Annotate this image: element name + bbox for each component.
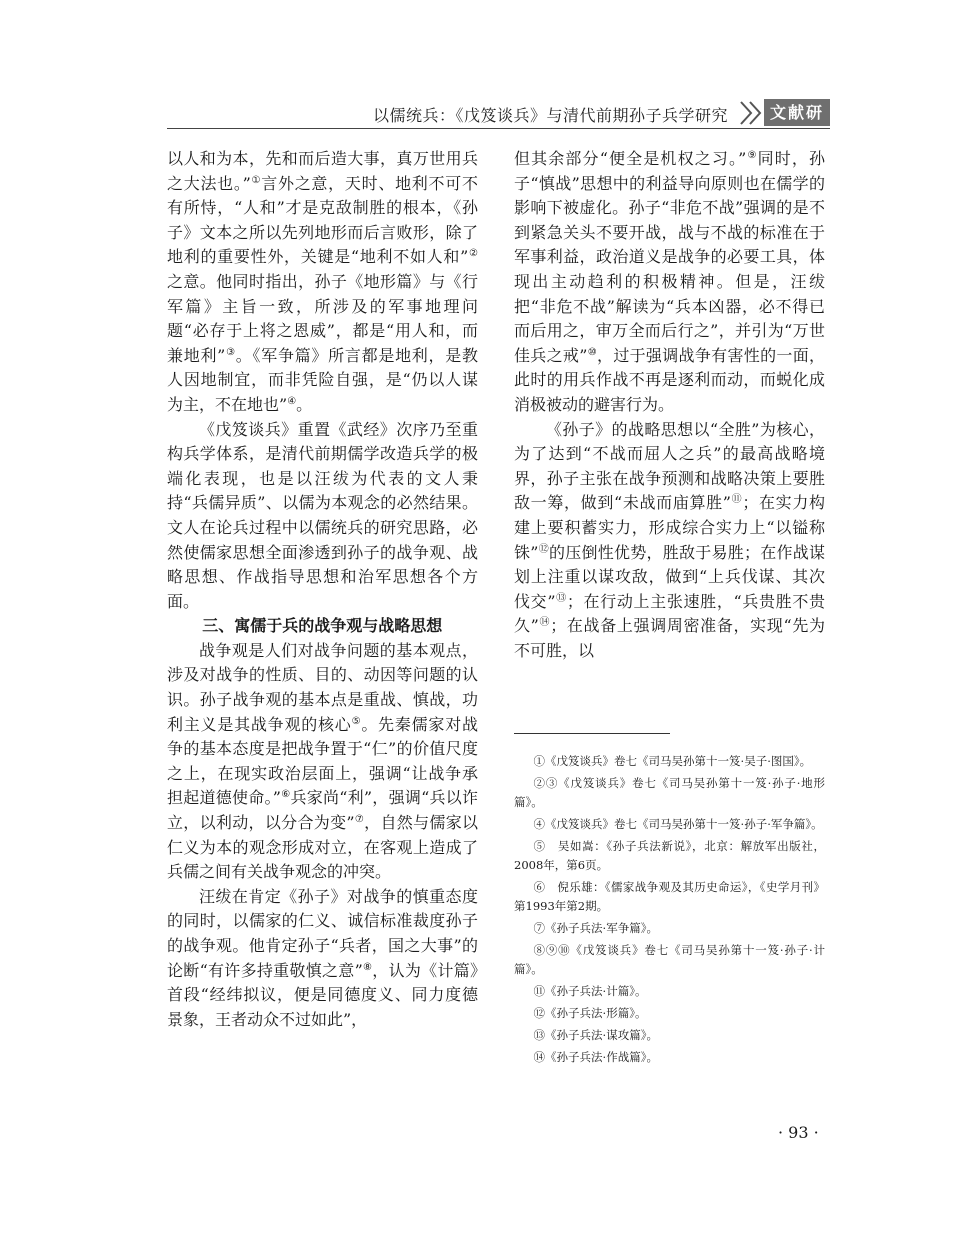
running-header <box>0 97 964 149</box>
footnote-ref[interactable]: ⑨ <box>746 150 758 161</box>
footnote-item: ⑪《孙子兵法·计篇》。 <box>533 984 647 998</box>
chevron-right-icon <box>737 100 765 126</box>
footnote-item: ⑦《孙子兵法·军争篇》。 <box>533 921 658 935</box>
footnote-ref[interactable]: ⑩ <box>587 346 598 358</box>
footnote-item: ⑬《孙子兵法·谋攻篇》。 <box>533 1028 658 1042</box>
footnote-item: ⑤ 吴如嵩：《孙子兵法新说》，北京：解放军出版社，2008年，第6页。 <box>514 839 825 872</box>
left-paragraph-3: 战争观是人们对战争问题的基本观点，涉及对战争的性质、目的、动因等问题的认识。孙子战争观的基本点是重战、慎战，功利主义是其战争观的核心⑤。先秦儒家对战争的基本态度是把战争置于“仁”的价值尺度之上，在现实政治层面上，强调“让战争承担起道德使命。”⑥兵家尚“利”，强调“兵以诈立，以利动，以分合为变”⑦，自然与儒家以仁义为本的观念形成对立，在客观上造成了兵儒之间有关战争观念的冲突。 <box>167 640 479 882</box>
footnote-item: ⑭《孙子兵法·作战篇》。 <box>533 1050 658 1064</box>
right-column <box>514 147 825 663</box>
footnote-item: ⑥ 倪乐雄：《儒家战争观及其历史命运》，《史学月刊》第1993年第2期。 <box>514 880 825 913</box>
header-divider <box>167 128 830 129</box>
footnote-ref[interactable]: ② <box>468 248 478 260</box>
left-paragraph-2: 《戊笈谈兵》重置《武经》次序乃至重构兵学体系，是清代前期儒学改造兵学的极端化表现，也是以汪绂为代表的文人秉持“兵儒异质”、以儒为本观念的必然结果。文人在论兵过程中以儒统兵的研究思路，必然使儒家思想全面渗透到孙子的战争观、战略思想、作战指导思想和治军思想各个方面。 <box>167 419 478 611</box>
footnote-ref[interactable]: ⑬ <box>555 592 567 604</box>
footnote-ref[interactable]: ⑦ <box>354 814 365 826</box>
running-header-title: 以儒统兵：《戊笈谈兵》与清代前期孙子兵学研究 <box>372 106 728 125</box>
footnote-ref[interactable]: ① <box>250 174 262 186</box>
section-badge: 文献研究 <box>764 99 830 126</box>
footnote-ref[interactable]: ⑥ <box>280 789 291 801</box>
left-paragraph-1: 以人和为本，先和而后造大事，真万世用兵之大法也。”①言外之意，天时、地利不可不有所恃，“人和”才是克敌制胜的根本，《孙子》文本之所以先列地形而后言败形，除了地利的重要性外，关键是“地利不如人和”②之意。他同时指出，孙子《地形篇》与《行军篇》主旨一致，所涉及的军事地理问题“必存于上将之恩威”，都是“用人和，而兼地利”③。《军争篇》所言都是地利，是教人因地制宜，而非凭险自强，是“仍以人谋为主，不在地也”④。 <box>167 149 478 414</box>
footnote-ref[interactable]: ⑤ <box>351 715 362 727</box>
footnote-item: ⑫《孙子兵法·形篇》。 <box>533 1006 647 1020</box>
left-paragraph-4: 汪绂在肯定《孙子》对战争的慎重态度的同时，以儒家的仁义、诚信标准裁度孙子的战争观。他肯定孙子“兵者，国之大事”的论断“有许多持重敬慎之意”⑧，认为《计篇》首段“经纬拟议，便是同德度义、同力度德景象，王者动众不过如此”， <box>167 886 478 1029</box>
footnote-ref[interactable]: ⑧ <box>362 961 373 973</box>
page-number: · 93 · <box>778 1123 819 1142</box>
section-heading: 三、寓儒于兵的战争观与战略思想 <box>202 616 443 636</box>
footnote-item: ⑧⑨⑩《戊笈谈兵》卷七《司马吴孙第十一笈·孙子·计篇》。 <box>514 943 825 976</box>
footnote-ref[interactable]: ③ <box>225 346 236 358</box>
footnote-ref[interactable]: ⑭ <box>538 617 551 629</box>
footnote-item: ②③《戊笈谈兵》卷七《司马吴孙第十一笈·孙子·地形篇》。 <box>514 776 825 809</box>
footnote-ref[interactable]: ⑪ <box>731 494 743 506</box>
footnote-ref[interactable]: ⑫ <box>538 543 549 555</box>
footnotes <box>514 752 825 1070</box>
footnote-ref[interactable]: ④ <box>287 395 297 407</box>
footnote-item: ④《戊笈谈兵》卷七《司马吴孙第十一笈·孙子·军争篇》。 <box>533 817 823 831</box>
right-paragraph-2: 《孙子》的战略思想以“全胜”为核心，为了达到“不战而屈人之兵”的最高战略境界，孙子主张在战争预测和战略决策上要胜敌一筹，做到“未战而庙算胜”⑪；在实力构建上要积蓄实力，形成综合实力上“以镒称铢”⑫的压倒性优势，胜敌于易胜；在作战谋划上注重以谋攻敌，做到“上兵伐谋、其次伐交”⑬；在行动上主张速胜，“兵贵胜不贵久”⑭；在战备上强调周密准备，实现“先为不可胜，以 <box>514 419 826 660</box>
right-paragraph-1: 但其余部分“便全是机权之习。”⑨同时，孙子“慎战”思想中的利益导向原则也在儒学的影响下被虚化。孙子“非危不战”强调的是不到紧急关头不要开战，战与不战的标准在于军事利益，政治道义是战争的必要工具，体现出主动趋利的积极精神。但是，汪绂把“非危不战”解读为“兵本凶器，必不得已而后用之，审万全而后行之”，并引为“万世佳兵之戒”⑩，过于强调战争有害性的一面，此时的用兵作战不再是逐利而动，而蜕化成消极被动的避害行为。 <box>514 149 826 414</box>
footnote-divider <box>514 733 670 734</box>
left-column <box>167 147 478 1032</box>
footnote-item: ①《戊笈谈兵》卷七《司马吴孙第十一笈·吴子·图国》。 <box>533 754 812 768</box>
